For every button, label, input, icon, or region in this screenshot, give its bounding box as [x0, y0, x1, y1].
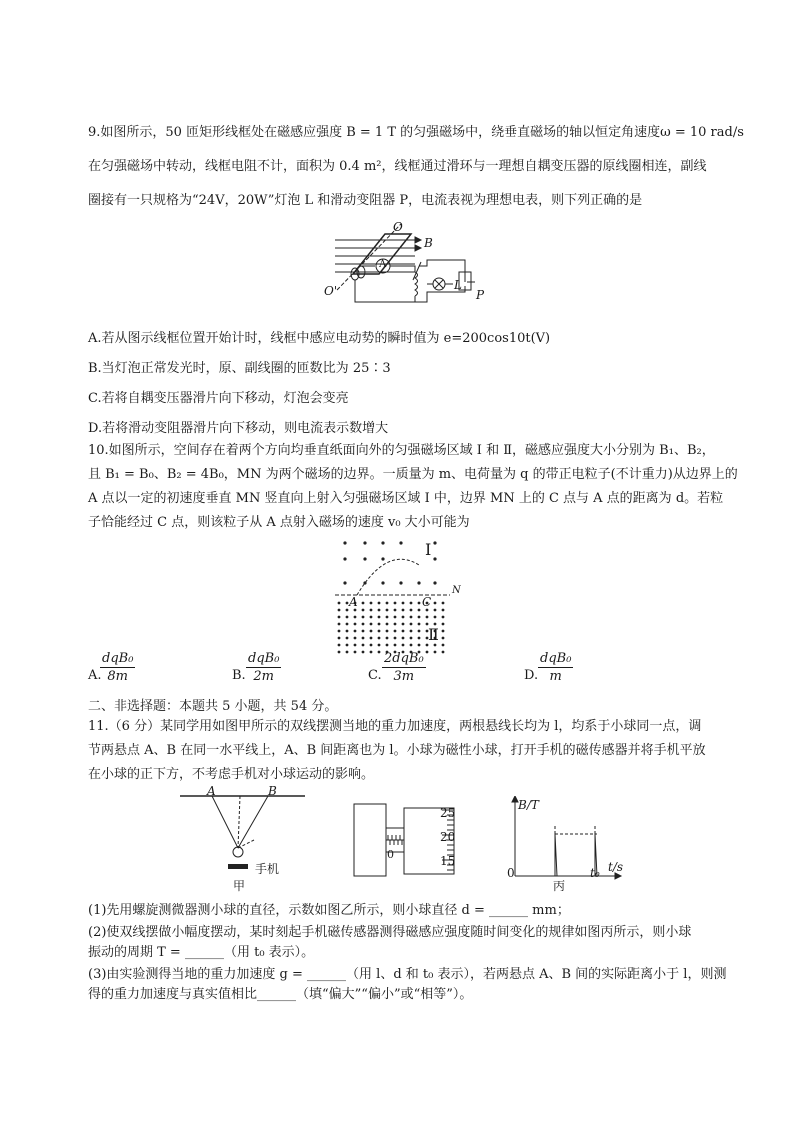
field-dot — [442, 651, 445, 654]
q9-option-a: A.若从图示线框位置开始计时，线框中感应电动势的瞬时值为 e=200cos10t(V) — [88, 331, 551, 346]
field-dot — [394, 616, 397, 619]
q10-option-b-letter: B. — [232, 668, 246, 683]
field-dot — [402, 602, 405, 605]
field-dot — [394, 602, 397, 605]
q9-option-c: C.若将自耦变压器滑片向下移动，灯泡会变亮 — [88, 391, 349, 406]
field-dot — [346, 651, 349, 654]
q10-option-a-fraction — [100, 650, 135, 685]
q9-label-o-left: O' — [324, 284, 338, 298]
q11-bing-ylabel: B/T — [518, 798, 539, 812]
field-dot — [434, 602, 437, 605]
field-dot — [410, 644, 413, 647]
q10-option-b-fraction — [246, 650, 281, 685]
field-dot — [418, 623, 421, 626]
q10-line-1: 10.如图所示，空间存在着两个方向均垂直纸面向外的匀强磁场区域 Ⅰ 和 Ⅱ，磁感应强度大小分别为 B₁、B₂， — [88, 443, 715, 458]
field-dot — [386, 637, 389, 640]
q11-jia-label-phone: 手机 — [255, 862, 280, 876]
q10-option-a-num: dqB₀ — [102, 651, 134, 666]
field-dot — [338, 644, 341, 647]
q11-sub-3b: 得的重力加速度与真实值相比______（填“偏大”“偏小”或“相等”）。 — [88, 987, 473, 1002]
field-dot — [426, 644, 429, 647]
field-dot — [338, 602, 341, 605]
field-dot — [370, 602, 373, 605]
q11-line-1: 11.（6 分）某同学用如图甲所示的双线摆测当地的重力加速度，两根悬线长均为 l，均系于小球同一点，调 — [88, 719, 702, 734]
q10-option-c-den: 3m — [393, 669, 415, 684]
field-dot — [442, 623, 445, 626]
q11-line-3: 在小球的正下方，不考虑手机对小球运动的影响。 — [88, 767, 375, 782]
q9-label-p: P — [476, 288, 485, 302]
field-dot — [362, 609, 365, 612]
q10-option-b-num: dqB₀ — [248, 651, 280, 666]
field-dot — [378, 609, 381, 612]
field-dot — [370, 609, 373, 612]
field-dot — [346, 644, 349, 647]
field-dot — [386, 616, 389, 619]
field-dot — [370, 651, 373, 654]
q11-sub-2b: 振动的周期 T = ______（用 t₀ 表示）。 — [88, 945, 315, 960]
field-dot — [394, 644, 397, 647]
q10-option-a-den: 8m — [107, 669, 129, 684]
field-dot — [434, 644, 437, 647]
field-dot — [410, 623, 413, 626]
q11-yi-zero: 0 — [387, 848, 394, 861]
field-dot — [338, 623, 341, 626]
field-dot — [346, 637, 349, 640]
q11-jia-caption: 甲 — [233, 879, 246, 893]
field-dot — [362, 623, 365, 626]
q9-line-1: 9.如图所示，50 匝矩形线框处在磁感应强度 B = 1 T 的匀强磁场中，绕垂直磁场的轴以恒定角速度ω = 10 rad/s — [88, 125, 744, 140]
field-dot — [338, 609, 341, 612]
field-dot — [442, 602, 445, 605]
q10-label-a: A — [349, 595, 358, 609]
field-dot — [370, 630, 373, 633]
field-dot — [394, 623, 397, 626]
field-dot — [418, 644, 421, 647]
field-dot — [338, 630, 341, 633]
field-dot — [378, 651, 381, 654]
q9-label-l: L — [454, 278, 462, 292]
field-dot — [370, 616, 373, 619]
q11-yi-tick-15: 15 — [440, 854, 456, 868]
q11-sub-2a: (2)使双线摆做小幅度摆动，某时刻起手机磁传感器测得磁感应强度随时间变化的规律如图丙所示，则小球 — [88, 925, 692, 940]
field-dot — [386, 630, 389, 633]
field-dot — [434, 651, 437, 654]
field-dot — [442, 616, 445, 619]
field-dot — [410, 602, 413, 605]
field-dot — [370, 644, 373, 647]
field-dot — [354, 630, 357, 633]
field-dot — [426, 651, 429, 654]
q10-label-n: N — [452, 585, 461, 596]
q11-bing-tlabel: t/s — [608, 860, 624, 874]
q10-option-b-den: 2m — [253, 669, 275, 684]
field-dot — [346, 609, 349, 612]
field-dot — [386, 623, 389, 626]
field-dot — [418, 602, 421, 605]
q10-line-3: A 点以一定的初速度垂直 MN 竖直向上射入匀强磁场区域 Ⅰ 中，边界 MN 上的 C 点与 A 点的距离为 d。若粒 — [88, 491, 724, 506]
field-dot — [362, 637, 365, 640]
field-dot — [402, 623, 405, 626]
q11-sub-1: (1)先用螺旋测微器测小球的直径，示数如图乙所示，则小球直径 d = ______ mm； — [88, 903, 570, 918]
q10-label-region-i: Ⅰ — [425, 540, 432, 559]
field-dot — [394, 609, 397, 612]
q9-generator-figure — [315, 222, 495, 314]
field-dot — [418, 616, 421, 619]
q11-bing-caption: 丙 — [553, 879, 566, 893]
q10-option-a-letter: A. — [88, 668, 102, 683]
field-dot — [442, 630, 445, 633]
q10-option-c-letter: C. — [368, 668, 382, 683]
q11-yi-tick-20: 20 — [440, 830, 456, 844]
q10-label-c: C — [422, 595, 432, 609]
field-dot — [378, 644, 381, 647]
field-dot — [426, 616, 429, 619]
field-dot — [410, 609, 413, 612]
field-dot — [346, 630, 349, 633]
field-dot — [354, 651, 357, 654]
field-dot — [378, 637, 381, 640]
field-dot — [354, 616, 357, 619]
field-dot — [410, 630, 413, 633]
q10-option-c-num: 2dqB₀ — [384, 651, 424, 666]
field-dot — [426, 609, 429, 612]
q11-figure-jia — [180, 788, 310, 888]
field-dot — [354, 623, 357, 626]
q10-option-d-fraction — [538, 650, 573, 685]
field-dot — [346, 602, 349, 605]
field-dot — [442, 644, 445, 647]
field-dot — [370, 637, 373, 640]
q10-label-region-ii: Ⅱ — [428, 625, 439, 644]
field-dot — [418, 637, 421, 640]
field-dot — [370, 623, 373, 626]
field-dot — [354, 637, 357, 640]
field-dot — [386, 609, 389, 612]
q11-yi-tick-25: 25 — [440, 806, 456, 820]
field-dot — [378, 630, 381, 633]
field-dot — [394, 630, 397, 633]
q11-bing-t0: t₀ — [590, 866, 600, 880]
q11-bing-zero: 0 — [507, 866, 515, 880]
q10-option-d-num: dqB₀ — [540, 651, 572, 666]
section-2-heading: 二、非选择题：本题共 5 小题，共 54 分。 — [88, 699, 338, 714]
field-dot — [338, 616, 341, 619]
field-dot — [362, 644, 365, 647]
field-dot — [402, 609, 405, 612]
q9-label-o-top: O — [393, 220, 403, 234]
field-dot — [338, 651, 341, 654]
field-dot — [394, 637, 397, 640]
field-dot — [402, 616, 405, 619]
field-dot — [346, 616, 349, 619]
q9-line-3: 圈接有一只规格为“24V，20W”灯泡 L 和滑动变阻器 P，电流表视为理想电表，则下列正确的是 — [88, 193, 643, 208]
field-dot — [378, 623, 381, 626]
field-dot — [402, 644, 405, 647]
field-dot — [410, 616, 413, 619]
field-dot — [418, 609, 421, 612]
field-dot — [346, 623, 349, 626]
q10-line-2: 且 B₁ = B₀、B₂ = 4B₀，MN 为两个磁场的边界。一质量为 m、电荷量为 q 的带正电粒子(不计重力)从边界上的 — [88, 467, 738, 482]
field-dot — [402, 630, 405, 633]
field-dot — [402, 637, 405, 640]
field-dot — [362, 616, 365, 619]
field-dot — [338, 637, 341, 640]
q10-option-c-fraction — [382, 650, 426, 685]
field-dot — [434, 616, 437, 619]
field-dot — [362, 630, 365, 633]
field-dot — [442, 609, 445, 612]
field-dot — [442, 637, 445, 640]
field-dot — [386, 602, 389, 605]
field-dot — [434, 609, 437, 612]
q9-label-ammeter: A — [379, 259, 387, 270]
q11-line-2: 节两悬点 A、B 在同一水平线上，A、B 间距离也为 l。小球为磁性小球，打开手机的磁传感器并将手机平放 — [88, 743, 706, 758]
field-dot — [362, 602, 365, 605]
q10-option-d-letter: D. — [524, 668, 539, 683]
field-dot — [378, 616, 381, 619]
q11-jia-label-b: B — [268, 784, 277, 798]
field-dot — [378, 602, 381, 605]
field-dot — [418, 630, 421, 633]
q9-label-b: B — [424, 236, 433, 250]
q9-option-b: B.当灯泡正常发光时，原、副线圈的匝数比为 25∶3 — [88, 361, 391, 376]
field-dot — [410, 637, 413, 640]
q11-sub-3a: (3)由实验测得当地的重力加速度 g = ______（用 l、d 和 t₀ 表示），若两悬点 A、B 间的实际距离小于 l，则测 — [88, 967, 727, 982]
field-dot — [386, 644, 389, 647]
field-dot — [354, 609, 357, 612]
field-dot — [362, 651, 365, 654]
q10-option-d-den: m — [549, 669, 562, 684]
field-dot — [354, 644, 357, 647]
q9-option-d: D.若将滑动变阻器滑片向下移动，则电流表示数增大 — [88, 421, 389, 436]
q11-jia-label-a: A — [207, 784, 216, 798]
q10-line-4: 子恰能经过 C 点，则该粒子从 A 点射入磁场的速度 v₀ 大小可能为 — [88, 515, 470, 530]
q9-line-2: 在匀强磁场中转动，线框电阻不计，面积为 0.4 m²，线框通过滑环与一理想自耦变压器的原线圈相连，副线 — [88, 159, 707, 174]
